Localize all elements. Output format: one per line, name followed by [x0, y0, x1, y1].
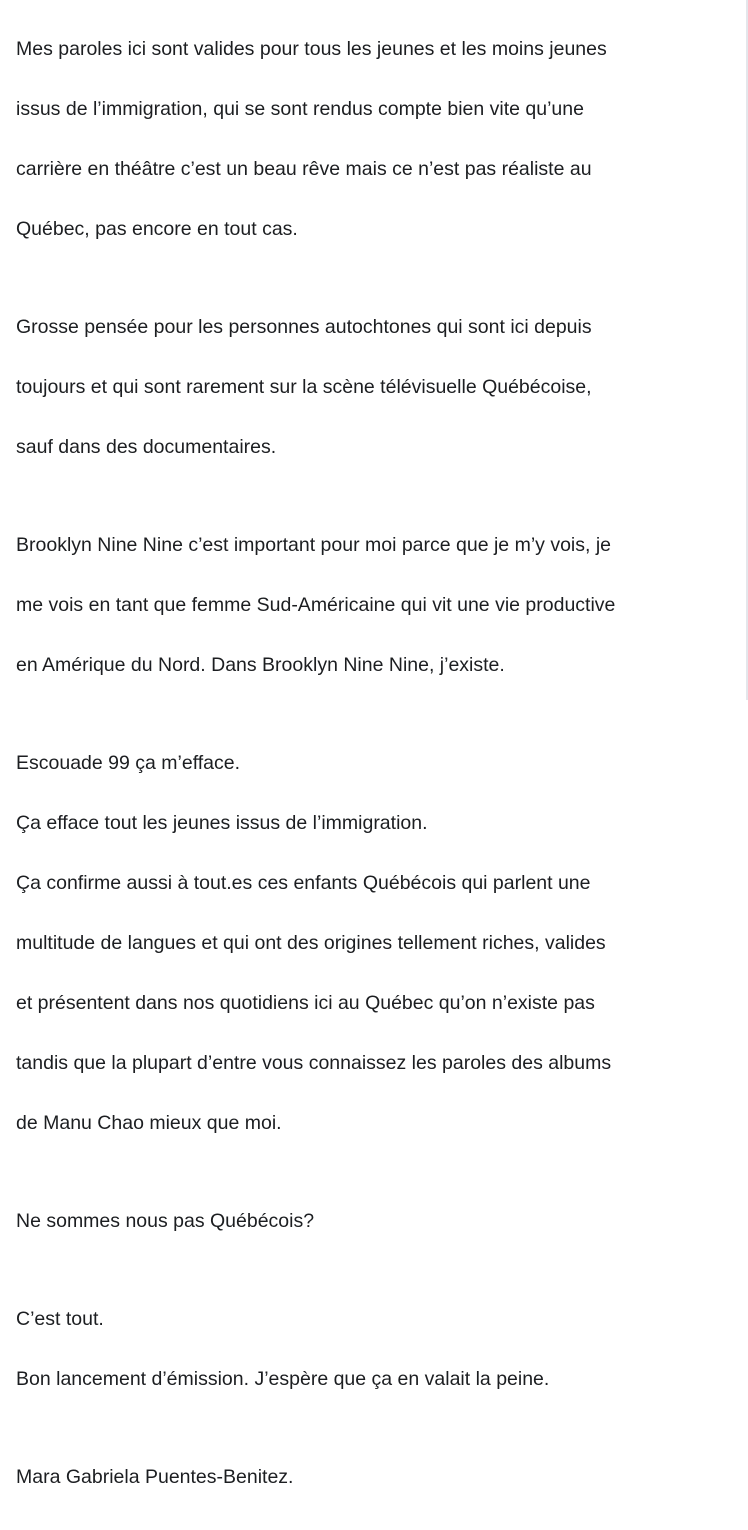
- signature: Mara Gabriela Puentes-Benitez.: [16, 1466, 294, 1488]
- text-line: Escouade 99 ça m’efface.: [16, 752, 241, 774]
- text-line: Grosse pensée pour les personnes autochtones qui sont ici depuis: [16, 316, 592, 338]
- paragraph-escouade: [16, 718, 744, 1168]
- paragraph-brooklyn: [16, 500, 744, 710]
- text-line: et présentent dans nos quotidiens ici au Québec qu’on n’existe pas: [16, 992, 595, 1014]
- text-line: tandis que la plupart d’entre vous connaissez les paroles des albums: [16, 1052, 612, 1074]
- text-line: Brooklyn Nine Nine c’est important pour moi parce que je m’y vois, je: [16, 534, 612, 556]
- post-body: [16, 4, 744, 1530]
- text-line: en Amérique du Nord. Dans Brooklyn Nine Nine, j’existe.: [16, 654, 505, 676]
- text-line: Ne sommes nous pas Québécois?: [16, 1210, 315, 1232]
- text-line: Québec, pas encore en tout cas.: [16, 218, 298, 240]
- text-line: Bon lancement d’émission. J’espère que ça en valait la peine.: [16, 1368, 550, 1390]
- text-line: me vois en tant que femme Sud-Américaine qui vit une vie productive: [16, 594, 616, 616]
- text-line: multitude de langues et qui ont des origines tellement riches, valides: [16, 932, 606, 954]
- paragraph-signature: [16, 1432, 744, 1522]
- text-line: toujours et qui sont rarement sur la scène télévisuelle Québécoise,: [16, 376, 592, 398]
- paragraph-closing: [16, 1274, 744, 1424]
- text-line: carrière en théâtre c’est un beau rêve mais ce n’est pas réaliste au: [16, 158, 592, 180]
- text-line: Mes paroles ici sont valides pour tous les jeunes et les moins jeunes: [16, 38, 607, 60]
- text-line: Ça efface tout les jeunes issus de l’immigration.: [16, 812, 428, 834]
- text-line: issus de l’immigration, qui se sont rendus compte bien vite qu’une: [16, 98, 584, 120]
- paragraph-question: [16, 1176, 744, 1266]
- text-line: Ça confirme aussi à tout.es ces enfants Québécois qui parlent une: [16, 872, 591, 894]
- text-line: de Manu Chao mieux que moi.: [16, 1112, 282, 1134]
- paragraph-autochtones: [16, 282, 744, 492]
- text-line: C’est tout.: [16, 1308, 104, 1330]
- text-line: sauf dans des documentaires.: [16, 436, 277, 458]
- paragraph-intro: [16, 4, 744, 274]
